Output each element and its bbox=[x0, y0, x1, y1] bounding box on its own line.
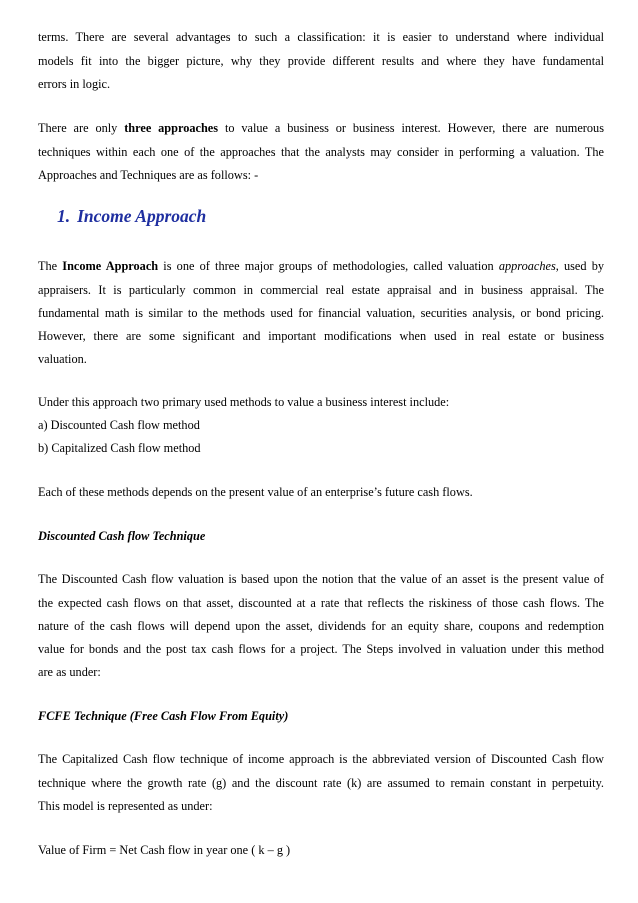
section-heading bbox=[57, 205, 206, 227]
approaches-line-3: Approaches and Techniques are as follows: - bbox=[38, 168, 259, 182]
dcf-line-3: nature of the cash flows will depend upon the asset, dividends for an equity share, coupons and redemption bbox=[38, 619, 604, 633]
dcf-line-1: The Discounted Cash flow valuation is based upon the notion that the value of an asset is the present value of bbox=[38, 572, 604, 586]
three-approaches-emphasis: three approaches bbox=[124, 121, 219, 135]
dcf-line-4: value for bonds and the post tax cash flows for a project. The Steps involved in valuation under this method bbox=[38, 642, 604, 656]
intro-line-2: models fit into the bigger picture, why they provide different results and where they have fundamental bbox=[38, 54, 604, 68]
income-line-1-post: , used by bbox=[555, 259, 604, 273]
approaches-line-1 bbox=[38, 121, 604, 136]
dependency-sentence: Each of these methods depends on the present value of an enterprise’s future cash flows. bbox=[38, 485, 473, 499]
income-line-4: However, there are some significant and important modifications when used in real estate or business bbox=[38, 329, 604, 343]
approaches-italic: approaches bbox=[498, 259, 556, 273]
dcf-heading: Discounted Cash flow Technique bbox=[38, 529, 206, 543]
income-line-1 bbox=[38, 259, 604, 274]
approaches-line-1-post: to value a business or business interest. However, there are numerous bbox=[218, 121, 604, 135]
dcf-line-2: the expected cash flows on that asset, discounted at a rate that reflects the riskiness of those cash flows. The bbox=[38, 596, 604, 610]
income-line-3: fundamental math is similar to the methods used for financial valuation, securities analysis, or bond pricing. bbox=[38, 306, 604, 320]
income-line-1-mid: is one of three major groups of methodologies, called valuation bbox=[158, 259, 499, 273]
fcfe-line-3: This model is represented as under: bbox=[38, 799, 213, 813]
section-title: Income Approach bbox=[77, 206, 207, 226]
method-item-a: a) Discounted Cash flow method bbox=[38, 418, 200, 432]
fcfe-heading: FCFE Technique (Free Cash Flow From Equity) bbox=[38, 709, 289, 723]
methods-intro: Under this approach two primary used methods to value a business interest include: bbox=[38, 395, 450, 409]
fcfe-line-1: The Capitalized Cash flow technique of income approach is the abbreviated version of Discounted Cash flow bbox=[38, 752, 604, 766]
dcf-line-5: are as under: bbox=[38, 665, 101, 679]
intro-line-1: terms. There are several advantages to such a classification: it is easier to understand where individual bbox=[38, 30, 604, 44]
approaches-line-2: techniques within each one of the approaches that the analysts may consider in performing a valuation. The bbox=[38, 145, 604, 159]
approaches-line-1-pre: There are only bbox=[38, 121, 125, 135]
valuation-formula: Value of Firm = Net Cash flow in year one ( k – g ) bbox=[38, 843, 291, 857]
income-line-2: appraisers. It is particularly common in commercial real estate appraisal and in business appraisal. The bbox=[38, 283, 604, 297]
intro-line-3: errors in logic. bbox=[38, 77, 111, 91]
income-approach-emphasis: Income Approach bbox=[62, 259, 159, 273]
method-item-b: b) Capitalized Cash flow method bbox=[38, 441, 201, 455]
fcfe-line-2: technique where the growth rate (g) and the discount rate (k) are assumed to remain constant in perpetuity. bbox=[38, 776, 604, 790]
income-line-5: valuation. bbox=[38, 352, 87, 366]
section-number: 1. bbox=[57, 206, 71, 226]
income-line-1-pre: The bbox=[38, 259, 63, 273]
